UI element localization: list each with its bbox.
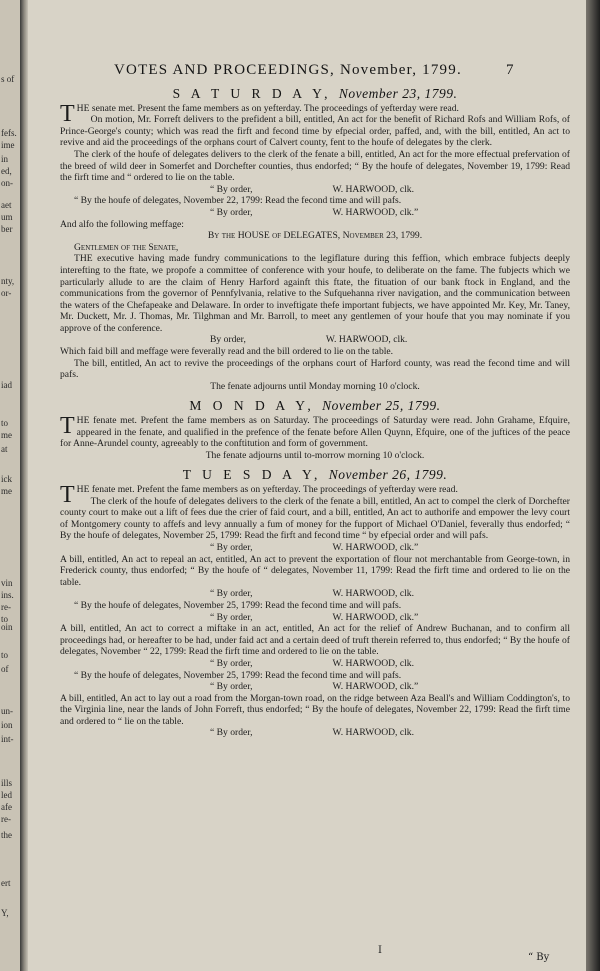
day-heading-saturday xyxy=(60,88,570,100)
paragraph: And alfo the following meffage: xyxy=(60,218,184,230)
signature-name: W. HARWOOD, clk.” xyxy=(332,541,419,553)
signature-by: “ By order, xyxy=(210,727,253,739)
margin-fragment: to xyxy=(1,418,9,428)
message-heading: By the HOUSE of DELEGATES, November 23, 1799. xyxy=(207,230,423,242)
running-head: VOTES AND PROCEEDINGS, November, 1799. xyxy=(114,62,462,78)
signature-line xyxy=(60,334,570,346)
paragraph: A bill, entitled, An act to lay out a road from the Morgan-town road, on the ridge between Aza Beall's and William Coddington's, to the Virginia line, near the lands of John Forreft, thus endorfed; “ By the houfe of delegates, November 22, 1799: Read the firft time and ordered to “ lie on the table. xyxy=(60,692,570,727)
signature-line xyxy=(60,588,570,600)
margin-fragment: s of xyxy=(1,74,15,84)
margin-fragment: afe xyxy=(1,802,12,812)
signature-by: “ By order, xyxy=(210,657,253,669)
tuesday-opening xyxy=(60,482,570,508)
page-number: 7 xyxy=(506,62,514,78)
page-edge-shadow xyxy=(586,0,600,971)
margin-fragment: re- xyxy=(1,814,11,824)
margin-fragment: ins. xyxy=(1,590,14,600)
day-name: T U E S D A Y, xyxy=(182,467,322,483)
margin-fragment: ills xyxy=(1,778,13,788)
margin-fragment: to xyxy=(1,650,9,660)
signature-line xyxy=(60,612,570,624)
paragraph: The bill, entitled, An act to revive the proceedings of the orphans court of Harford county, was read the fecond time and will pafs. xyxy=(60,357,570,381)
adjournment: The fenate adjourns until to-morrow morning 10 o'clock. xyxy=(205,449,425,461)
margin-fragment: ert xyxy=(1,878,11,888)
signature-name: W. HARWOOD, clk. xyxy=(325,334,408,346)
paragraph: Which faid bill and meffage were feverally read and the bill ordered to lie on the table. xyxy=(60,346,394,358)
paragraph: A bill, entitled, An act to correct a miftake in an act, entitled, An act for the relief of Andrew Buchanan, and to confirm all proceedings had, or hereafter to be had, under faid act and a certain deed of truft therein referred to, thus endorfed; “ By the houfe of delegates, November “ 22, 1799: Read the firft time and ordered to lie on the table. xyxy=(60,623,570,658)
day-name: S A T U R D A Y, xyxy=(172,86,332,101)
opening-text: HE fenate met. Prefent the fame members as on Saturday. The proceedings of Saturday were read. John Grahame, Efquire, appeared in the fenate, and qualified in the prefence of the fenate before Allen Quynn, Efquire, one of the juftices of the peace for Anne-Arundel county, agreeably to the conftitution and form of government. xyxy=(60,415,570,450)
signature-line xyxy=(60,207,570,219)
signature-line xyxy=(60,681,570,693)
margin-fragment: oin xyxy=(1,622,13,632)
signature-name: W. HARWOOD, clk.” xyxy=(332,681,419,693)
margin-fragment: ber xyxy=(1,224,13,234)
margin-fragment: re- xyxy=(1,602,11,612)
signature-name: W. HARWOOD, clk. xyxy=(332,657,414,669)
signature-name: W. HARWOOD, clk.” xyxy=(332,206,419,218)
saturday-opening xyxy=(60,100,570,127)
margin-fragment: ed, xyxy=(1,166,12,176)
catchword: “ By xyxy=(528,952,550,963)
signature-by: “ By order, xyxy=(210,541,253,553)
margin-fragment: me xyxy=(1,430,12,440)
signature-by: By order, xyxy=(210,334,246,346)
margin-fragment: ime xyxy=(1,140,15,150)
signature-by: “ By order, xyxy=(210,681,253,693)
page-body xyxy=(60,84,570,739)
drop-cap: T xyxy=(60,100,75,127)
monday-opening xyxy=(60,415,570,450)
signature-name: W. HARWOOD, clk.” xyxy=(332,611,419,623)
paragraph: “ By the houfe of delegates, November 25, 1799: Read the fecond time and will pafs. xyxy=(74,599,402,611)
margin-fragment: ick xyxy=(1,474,12,484)
margin-fragment: iad xyxy=(1,380,12,390)
message-salutation: Gentlemen of the Senate, xyxy=(74,241,179,253)
margin-fragment: fefs. xyxy=(1,128,17,138)
left-page-edge xyxy=(0,0,20,971)
paragraph: A bill, entitled, An act to repeal an act, entitled, An act to prevent the exportation of flour not merchantable from George-town, in Frederick county, thus endorfed; “ By the houfe of “ delegates, November 11, 1799: Read the firft time and ordered to lie on the table. xyxy=(60,553,570,588)
paragraph: The clerk of the houfe of delegates delivers to the clerk of the fenate a bill, entitled, An act for the more effectual prefervation of the breed of wild deer in Somerfet and Dorchefter counties, thus endorfed; “ By the houfe of delegates, November 19, 1799: Read the firft time and “ ordered to lie on the table. xyxy=(60,148,570,184)
signature-by: “ By order, xyxy=(210,588,253,600)
margin-fragment: the xyxy=(1,830,12,840)
signature-by: “ By order, xyxy=(210,206,253,218)
margin-fragment: of xyxy=(1,664,9,674)
day-date: November 25, 1799. xyxy=(322,398,441,414)
day-date: November 26, 1799. xyxy=(328,467,448,483)
opening-text: HE fenate met. Prefent the fame members as on yefterday. The proceedings of yefterday were read. xyxy=(76,484,458,495)
day-name: M O N D A Y, xyxy=(189,398,315,414)
paragraph: The clerk of the houfe of delegates delivers to the clerk of the fenate a bill, entitled, An act to compel the clerk of Dorchefter county court to make out a lift of fees due the crier of faid court, and a bill, entitled, An act to authorife and empower the levy court of Montgomery county to affefs and levy annually a fum of money for the fupport of Michael O'Daniel, feverally thus endorfed; “ By the houfe of delegates, November 25, 1799: Read the firft and fecond time “ by efpecial order and will pafs. xyxy=(60,495,570,542)
signature-line xyxy=(60,542,570,554)
margin-fragment: un- xyxy=(1,706,13,716)
signature-name: W. HARWOOD, clk. xyxy=(332,588,414,600)
margin-fragment: vin xyxy=(1,578,13,588)
margin-fragment: to xyxy=(1,614,9,624)
signature-by: “ By order, xyxy=(210,183,253,195)
page-header xyxy=(28,62,586,82)
margin-fragment: in xyxy=(1,154,9,164)
signature-line xyxy=(60,658,570,670)
day-heading-monday xyxy=(60,400,570,412)
drop-cap: T xyxy=(60,413,75,440)
margin-fragment: on- xyxy=(1,178,13,188)
document-page xyxy=(28,0,586,971)
opening-text: HE senate met. Present the fame members as on yefterday. The proceedings of yefterday were read. xyxy=(76,102,459,114)
day-heading-tuesday xyxy=(60,469,570,481)
signature-by: “ By order, xyxy=(210,611,253,623)
margin-fragment: um xyxy=(1,212,13,222)
paragraph: On motion, Mr. Forreft delivers to the prefident a bill, entitled, An act for the benefit of Richard Rofs and William Rofs, of Prince-George's county; which was read the firft and fecond time by efpecial order, paffed, and, with the bill, entitled, An act to revive and aid the proceedings of the orphans court of Calvert county, fent to the houfe of delegates by the clerk. xyxy=(60,114,570,149)
margin-fragment: at xyxy=(1,444,8,454)
adjournment: The fenate adjourns until Monday morning 10 o'clock. xyxy=(210,380,420,392)
margin-fragment: me xyxy=(1,486,12,496)
margin-fragment: led xyxy=(1,790,12,800)
signature-name: W. HARWOOD, clk. xyxy=(332,727,414,739)
book-gutter xyxy=(20,0,28,971)
signature-line xyxy=(60,727,570,739)
signature-line xyxy=(60,184,570,196)
signature-mark: I xyxy=(378,945,382,956)
paragraph: “ By the houfe of delegates, November 22, 1799: Read the fecond time and will pafs. xyxy=(74,195,402,207)
message-body: THE executive having made fundry communications to the legiflature during this feffion, which embrace fubjects deeply interefting to the ftate, we propofe a committee of conference with your houfe, to deliberate on the fame. The fubjects which we particularly allude to are the claim of Henry Harford againft this ftate, the fituation of our bank ftock in England, and the communications from the governor of Pennfylvania, relative to the Sufquehanna river navigation, and the communication between the waters of the Chefapeake and Delaware. In order to inveftigate thefe important fubjects, we have appointed Mr. Key, Mr. Taney, Mr. Duckett, Mr. J. Thomas, Mr. Tilghman and Mr. Barroll, to meet any gentlemen of your houfe that you may nominate if you approve of the conference. xyxy=(60,253,570,334)
day-date: November 23, 1799. xyxy=(338,86,458,101)
margin-fragment: nty, xyxy=(1,276,15,286)
drop-cap: T xyxy=(60,482,75,508)
margin-fragment: int- xyxy=(1,734,14,744)
paragraph: “ By the houfe of delegates, November 25, 1799: Read the fecond time and will pafs. xyxy=(74,669,402,681)
margin-fragment: aet xyxy=(1,200,12,210)
margin-fragment: or- xyxy=(1,288,12,298)
signature-name: W. HARWOOD, clk. xyxy=(332,183,414,195)
margin-fragment: ion xyxy=(1,720,13,730)
margin-fragment: Y, xyxy=(1,908,9,918)
